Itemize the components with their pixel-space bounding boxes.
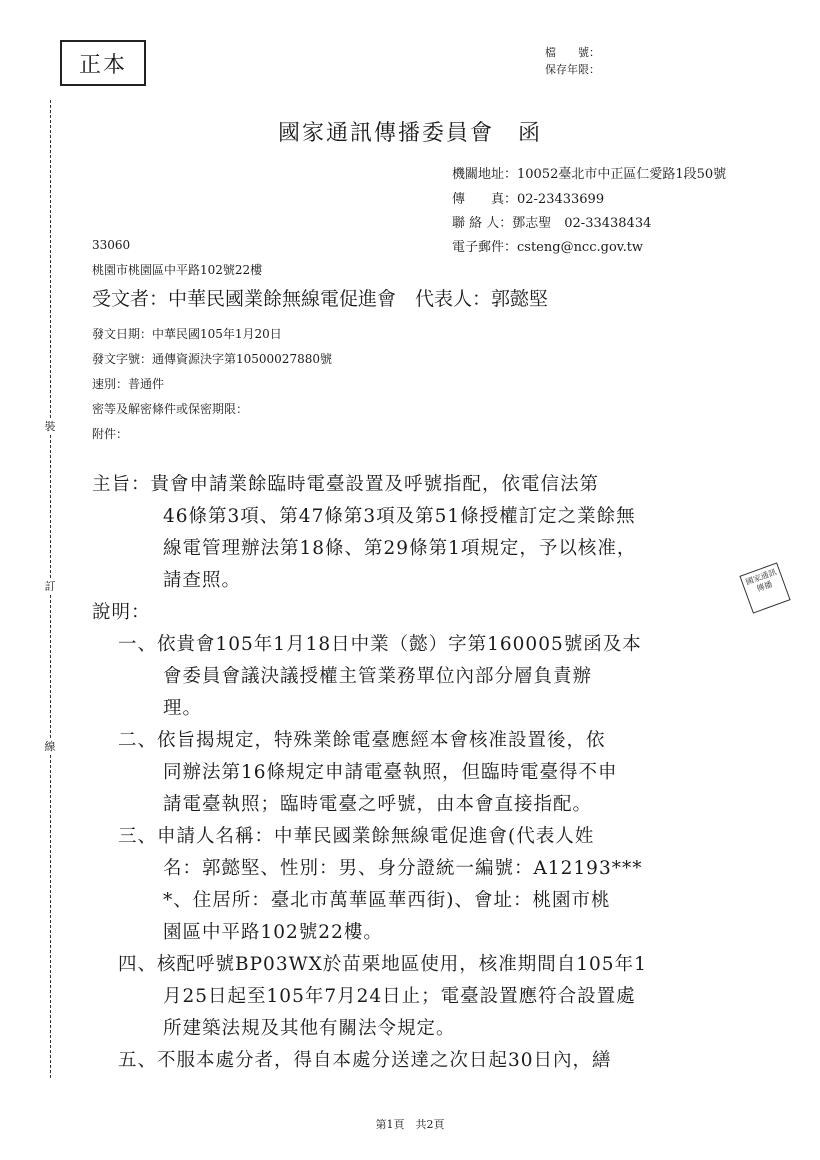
attachments-label: 附件：	[92, 427, 129, 441]
binding-mark-ding: 訂	[40, 578, 60, 594]
agency-address: 機關地址：10052臺北市中正區仁愛路1段50號	[452, 167, 727, 182]
explanation-item-1-line: 一、依貴會105年1月18日中業（懿）字第160005號函及本	[118, 634, 642, 655]
recipient-postal-code: 33060	[92, 238, 131, 252]
subject-line: 46條第3項、第47條第3項及第51條授權訂定之業餘無	[163, 506, 636, 527]
agency-fax: 傳 真：02-23433699	[452, 192, 605, 207]
explanation-item-1-line: 會委員會議決議授權主管業務單位內部分層負責辦	[163, 666, 593, 687]
file-number-label: 檔 號：	[545, 46, 600, 59]
subject-line: 請查照。	[163, 570, 242, 591]
binding-mark-zhuang: 裝	[40, 418, 60, 434]
received-stamp: 國家通訊傳播	[739, 562, 790, 613]
page-number: 第1頁 共2頁	[375, 1118, 445, 1131]
recipient-line: 受文者：中華民國業餘無線電促進會 代表人：郭懿堅	[92, 288, 549, 310]
explanation-item-2-line: 同辦法第16條規定申請電臺執照，但臨時電臺得不申	[163, 762, 618, 783]
explanation-item-4-line: 月25日起至105年7月24日止；電臺設置應符合設置處	[163, 986, 636, 1007]
explanation-item-4-line: 所建築法規及其他有關法令規定。	[163, 1018, 456, 1039]
explanation-item-3-line: 三、申請人名稱：中華民國業餘無線電促進會(代表人姓	[118, 826, 595, 847]
copy-type-stamp: 正本	[60, 40, 146, 86]
retention-period-label: 保存年限：	[545, 63, 600, 76]
explanation-item-2-line: 請電臺執照；臨時電臺之呼號，由本會直接指配。	[163, 794, 593, 815]
explanation-item-3-line: 名：郭懿堅、性別：男、身分證統一編號：A12193***	[163, 858, 643, 879]
document-number: 發文字號：通傳資源決字第10500027880號	[92, 352, 332, 366]
subject-line: 線電管理辦法第18條、第29條第1項規定，予以核准，	[163, 538, 637, 559]
agency-contact-person: 聯 絡 人：鄧志聖 02-33438434	[452, 216, 652, 231]
explanation-item-3-line: *、住居所：臺北市萬華區華西街)、會址：桃園市桃	[163, 890, 611, 911]
explanation-item-1-line: 理。	[163, 698, 203, 719]
explanation-item-3-line: 園區中平路102號22樓。	[163, 922, 383, 943]
recipient-address: 桃園市桃園區中平路102號22樓	[92, 263, 263, 277]
subject-line: 主旨：貴會申請業餘臨時電臺設置及呼號指配，依電信法第	[92, 474, 600, 495]
issue-date: 發文日期：中華民國105年1月20日	[92, 327, 282, 341]
explanation-item-4-line: 四、核配呼號BP03WX於苗栗地區使用，核准期間自105年1	[118, 954, 647, 975]
explanation-heading: 說明：	[92, 602, 151, 623]
binding-mark-xian: 線	[40, 738, 60, 754]
classification-level: 密等及解密條件或保密期限：	[92, 402, 249, 416]
agency-email: 電子郵件：csteng@ncc.gov.tw	[452, 240, 644, 255]
explanation-item-5-line: 五、不服本處分者，得自本處分送達之次日起30日內，繕	[118, 1050, 612, 1071]
explanation-item-2-line: 二、依旨揭規定，特殊業餘電臺應經本會核准設置後，依	[118, 730, 606, 751]
delivery-speed: 速別：普通件	[92, 377, 165, 391]
document-title: 國家通訊傳播委員會 函	[277, 121, 542, 146]
